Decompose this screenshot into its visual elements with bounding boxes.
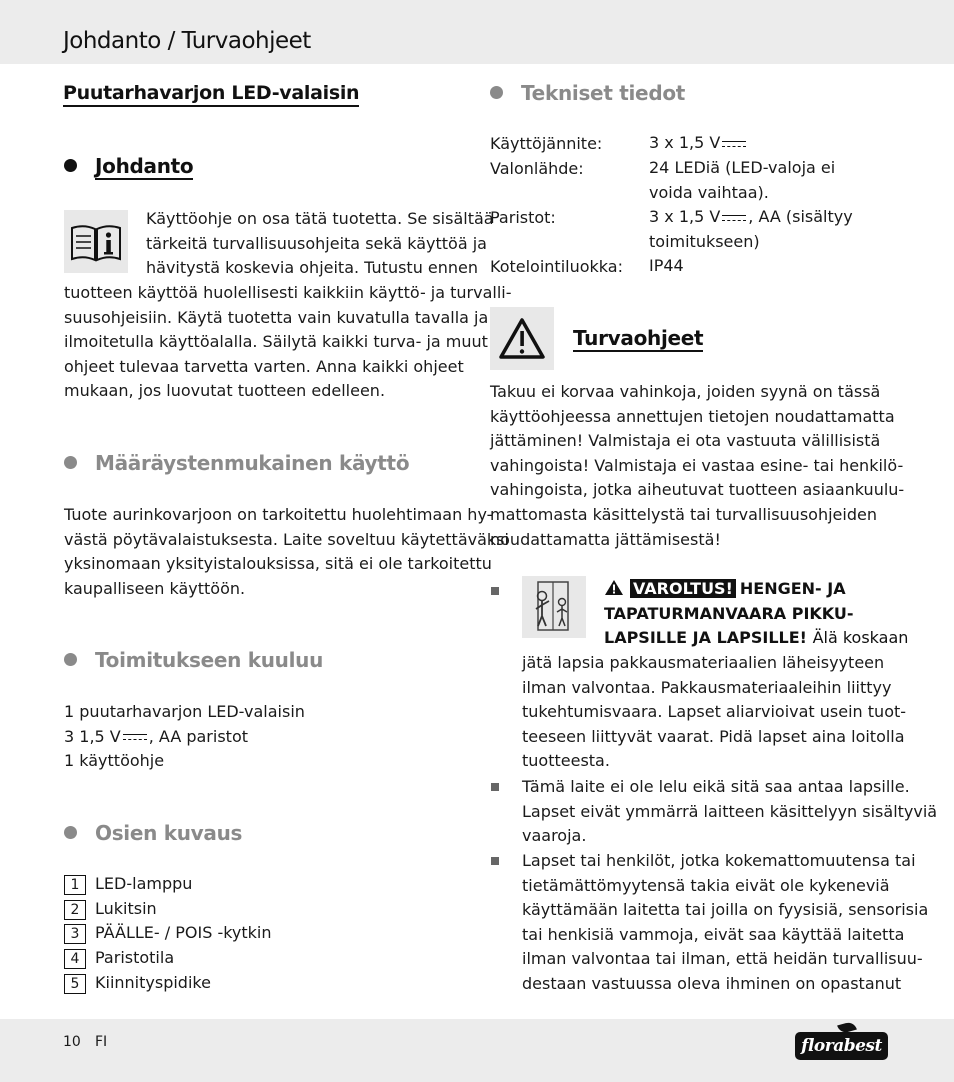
johdanto-paragraph-top: Käyttöohje on osa tätä tuotetta. Se sisältää tärkeitä turvallisuusohjeita sekä käyttöä ja hävitystä koskevia ohjeita. Tutustu ennen [146, 209, 494, 278]
page-language: FI [95, 1034, 108, 1050]
dc-symbol-icon [721, 138, 747, 150]
bullet-icon [64, 653, 77, 666]
page-number: 10 [63, 1034, 81, 1050]
spec-value: 3 x 1,5 V [649, 131, 748, 156]
dc-symbol-icon [122, 731, 148, 743]
info-manual-icon [64, 210, 128, 273]
warning-triangle-icon [490, 307, 554, 370]
spec-value: IP44 [649, 256, 684, 275]
part-item: 1 LED-lamppu [64, 874, 192, 898]
kaytto-paragraph: Tuote aurinkovarjoon on tarkoitettu huolehtimaan hy- västä pöytävalaistuksesta. Laite soveltuu käytettäväksi yksinomaan yksityistalouksissa, sitä ei ole tarkoitettu kaupalliseen käyttöön. [64, 505, 509, 598]
list-bullet-icon [491, 857, 499, 865]
toimitus-list [64, 700, 305, 774]
bullet-paragraph: Lapset tai henkilöt, jotka kokemattomuutensa tai tietämättömyytensä takia eivät ole kykeneviä käyttämään laitetta tai joilla on fyysisiä, sensorisia tai henkisiä vammoja, eivät saa käyttää laitetta ilman valvontaa tai ilman, että heidän turvallisuu- destaan vastuussa oleva ihminen on opastanut [522, 851, 929, 993]
bullet-icon [64, 456, 77, 469]
spec-value: 3 x 1,5 V , AA (sisältyy toimitukseen) [649, 207, 853, 251]
part-item: 3 PÄÄLLE- / POIS -kytkin [64, 923, 272, 947]
bullet-icon [490, 86, 503, 99]
list-bullet-icon [491, 587, 499, 595]
spec-label: Käyttöjännite: [490, 134, 603, 153]
child-warning-icon [522, 576, 586, 638]
warning-body: jätä lapsia pakkausmateriaalien läheisyyteen ilman valvontaa. Pakkausmateriaaleihin liittyy tukehtumisvaara. Lapset aliarvioivat usein tuot- teeseen liittyvät vaarat. Pidä lapset aina loitolla tuotteesta. [522, 653, 907, 771]
section-heading-johdanto: Johdanto [64, 154, 193, 178]
spec-label: Valonlähde: [490, 159, 584, 178]
warning-small-icon [604, 579, 624, 596]
section-heading-toimitus: Toimitukseen kuuluu [64, 648, 323, 672]
warning-badge: VAROLTUS! [630, 579, 736, 598]
warning-heading: VAROLTUS! HENGEN- JA TAPATURMANVAARA PIKKU- LAPSILLE JA LAPSILLE! Älä koskaan [604, 579, 909, 648]
bullet-icon [64, 159, 77, 172]
section-heading-kaytto: Määräystenmukainen käyttö [64, 451, 409, 475]
dc-symbol-icon [721, 212, 747, 224]
toimitus-item: 3 1,5 V , AA paristot [64, 726, 248, 746]
section-heading-osat: Osien kuvaus [64, 821, 242, 845]
bullet-paragraph: Tämä laite ei ole lelu eikä sitä saa antaa lapsille. Lapset eivät ymmärrä laitteen käsittelyyn sisältyviä vaaroja. [522, 777, 938, 846]
turvaohjeet-paragraph: Takuu ei korvaa vahinkoja, joiden syynä on tässä käyttöohjeessa annettujen tietojen noudattamatta jättäminen! Valmistaja ei ota vastuuta välillisistä vahingoista! Valmistaja ei vastaa esine- tai henkilö- vahingoista, jotka aiheutuvat tuotteen asiaankuulu- mattomasta käsittelystä tai turvallisuusohjeiden noudattamatta jättämisestä! [490, 382, 905, 549]
page-heading: Johdanto / Turvaohjeet [63, 28, 311, 54]
toimitus-item: 1 käyttöohje [64, 751, 165, 771]
product-title: Puutarhavarjon LED-valaisin [63, 82, 359, 107]
brand-logo: florabest [795, 1032, 888, 1060]
johdanto-paragraph: tuotteen käyttöä huolellisesti kaikkiin käyttö- ja turvalli- suusohjeisiin. Käytä tuotetta vain kuvatulla tavalla ja ilmoitetulla käyttöalalla. Säilytä kaikki turva- ja muut ohjeet tulevaa tarvetta varten. Anna kaikki ohjeet mukaan, jos luovutat tuotteen edelleen. [64, 283, 512, 401]
part-item: 5 Kiinnityspidike [64, 973, 211, 997]
part-item: 2 Lukitsin [64, 899, 157, 923]
spec-label: Kotelointiluokka: [490, 257, 623, 276]
list-bullet-icon [491, 783, 499, 791]
toimitus-item: 1 puutarhavarjon LED-valaisin [64, 702, 305, 721]
part-item: 4 Paristotila [64, 948, 174, 972]
spec-label: Paristot: [490, 208, 556, 227]
section-heading-turvaohjeet: Turvaohjeet [573, 326, 704, 350]
bullet-icon [64, 826, 77, 839]
section-heading-tekniset: Tekniset tiedot [490, 81, 685, 105]
spec-value: 24 LEDiä (LED-valoja ei voida vaihtaa). [649, 158, 836, 202]
